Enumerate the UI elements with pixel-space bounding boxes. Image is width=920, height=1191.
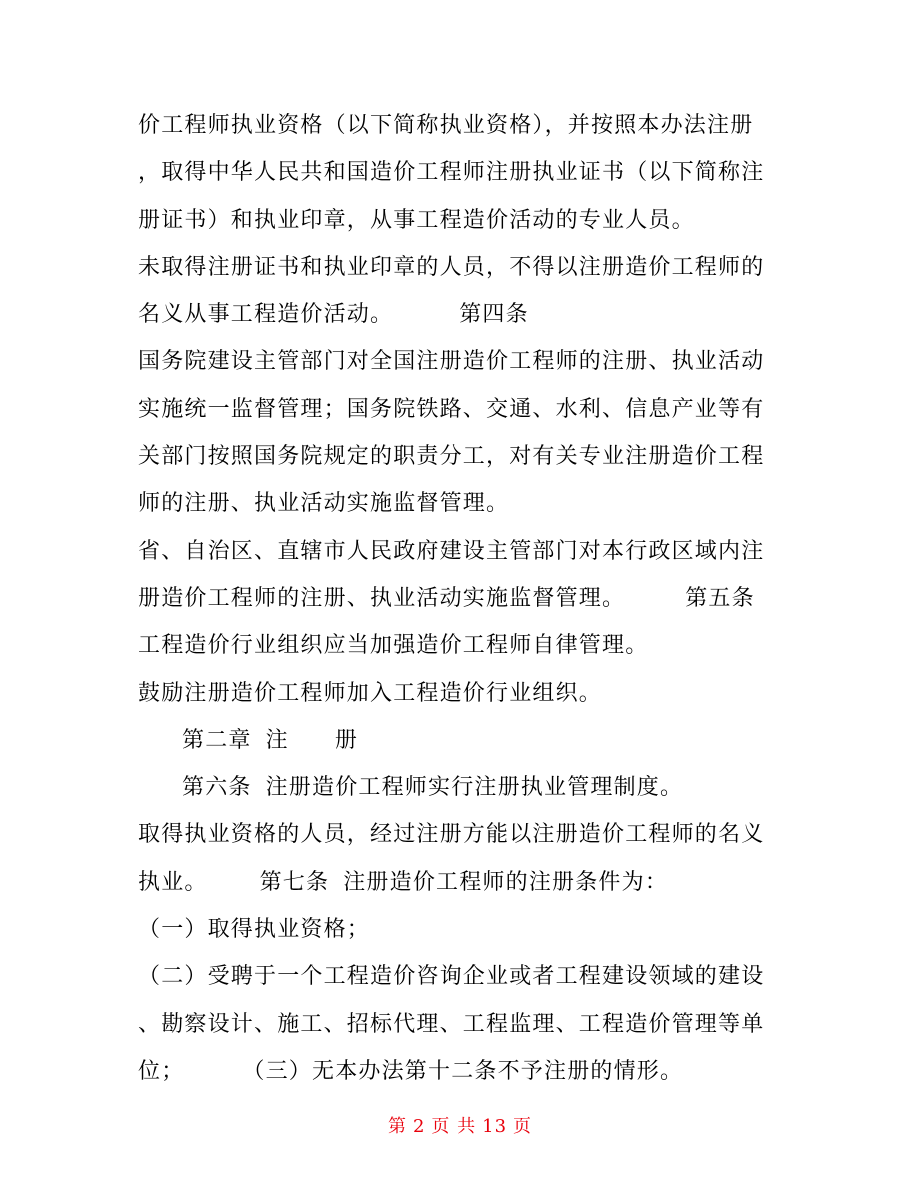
text-line <box>138 764 793 811</box>
text-segment: 册造价工程师的注册、执业活动实施监督管理。 <box>138 585 626 611</box>
text-line: 、勘察设计、施工、招标代理、工程监理、工程造价管理等单 <box>138 1011 765 1037</box>
footer-suffix: 页 <box>513 1116 533 1137</box>
body-text <box>138 102 793 1095</box>
text-line: 工程造价行业组织应当加强造价工程师自律管理。 <box>138 633 649 659</box>
text-segment: 注册造价工程师的注册条件为： <box>343 869 669 895</box>
page-total: 13 <box>482 1116 508 1137</box>
text-line: 关部门按照国务院规定的职责分工，对有关专业注册造价工程 <box>138 444 765 470</box>
article-heading: 第七条 <box>259 869 330 895</box>
text-line: 国务院建设主管部门对全国注册造价工程师的注册、执业活动 <box>138 349 765 375</box>
text-line <box>138 1048 793 1095</box>
text-line <box>138 575 793 622</box>
text-segment: 位； <box>138 1058 185 1084</box>
text-line: 实施统一监督管理；国务院铁路、交通、水利、信息产业等有 <box>138 396 765 422</box>
text-line: 价工程师执业资格（以下简称执业资格），并按照本办法注册 <box>138 113 754 138</box>
text-line: 未取得注册证书和执业印章的人员，不得以注册造价工程师的 <box>138 254 765 280</box>
footer-prefix: 第 <box>387 1116 407 1137</box>
text-segment: 注册造价工程师实行注册执业管理制度。 <box>265 775 684 801</box>
text-segment: （三）无本办法第十二条不予注册的情形。 <box>242 1058 684 1084</box>
text-line: （一）取得执业资格； <box>138 917 371 943</box>
page-number: 2 <box>412 1116 426 1137</box>
article-heading: 第五条 <box>685 585 755 611</box>
text-line: 取得执业资格的人员，经过注册方能以注册造价工程师的名义 <box>138 822 765 848</box>
text-line <box>138 859 793 906</box>
text-line: 册证书）和执业印章，从事工程造价活动的专业人员。 <box>138 207 695 233</box>
text-line: 省、自治区、直辖市人民政府建设主管部门对本行政区域内注 <box>138 538 765 564</box>
text-line <box>138 291 793 338</box>
text-segment: 名义从事工程造价活动。 <box>138 302 394 328</box>
text-segment: 执业。 <box>138 869 208 895</box>
text-line: （二）受聘于一个工程造价咨询企业或者工程建设领域的建设 <box>138 964 765 990</box>
chapter-heading <box>138 717 793 764</box>
chapter-number: 第二章 <box>182 727 252 753</box>
chapter-title-part: 注 <box>265 727 289 753</box>
text-line: ，取得中华人民共和国造价工程师注册执业证书（以下简称注 <box>138 160 765 186</box>
footer-middle: 页 共 <box>431 1116 477 1137</box>
article-heading: 第四条 <box>459 302 529 328</box>
text-line: 师的注册、执业活动实施监督管理。 <box>138 491 510 517</box>
text-line: 鼓励注册造价工程师加入工程造价行业组织。 <box>138 680 603 706</box>
article-heading: 第六条 <box>182 775 252 801</box>
page-footer <box>0 1112 920 1138</box>
chapter-title-part: 册 <box>334 727 359 753</box>
